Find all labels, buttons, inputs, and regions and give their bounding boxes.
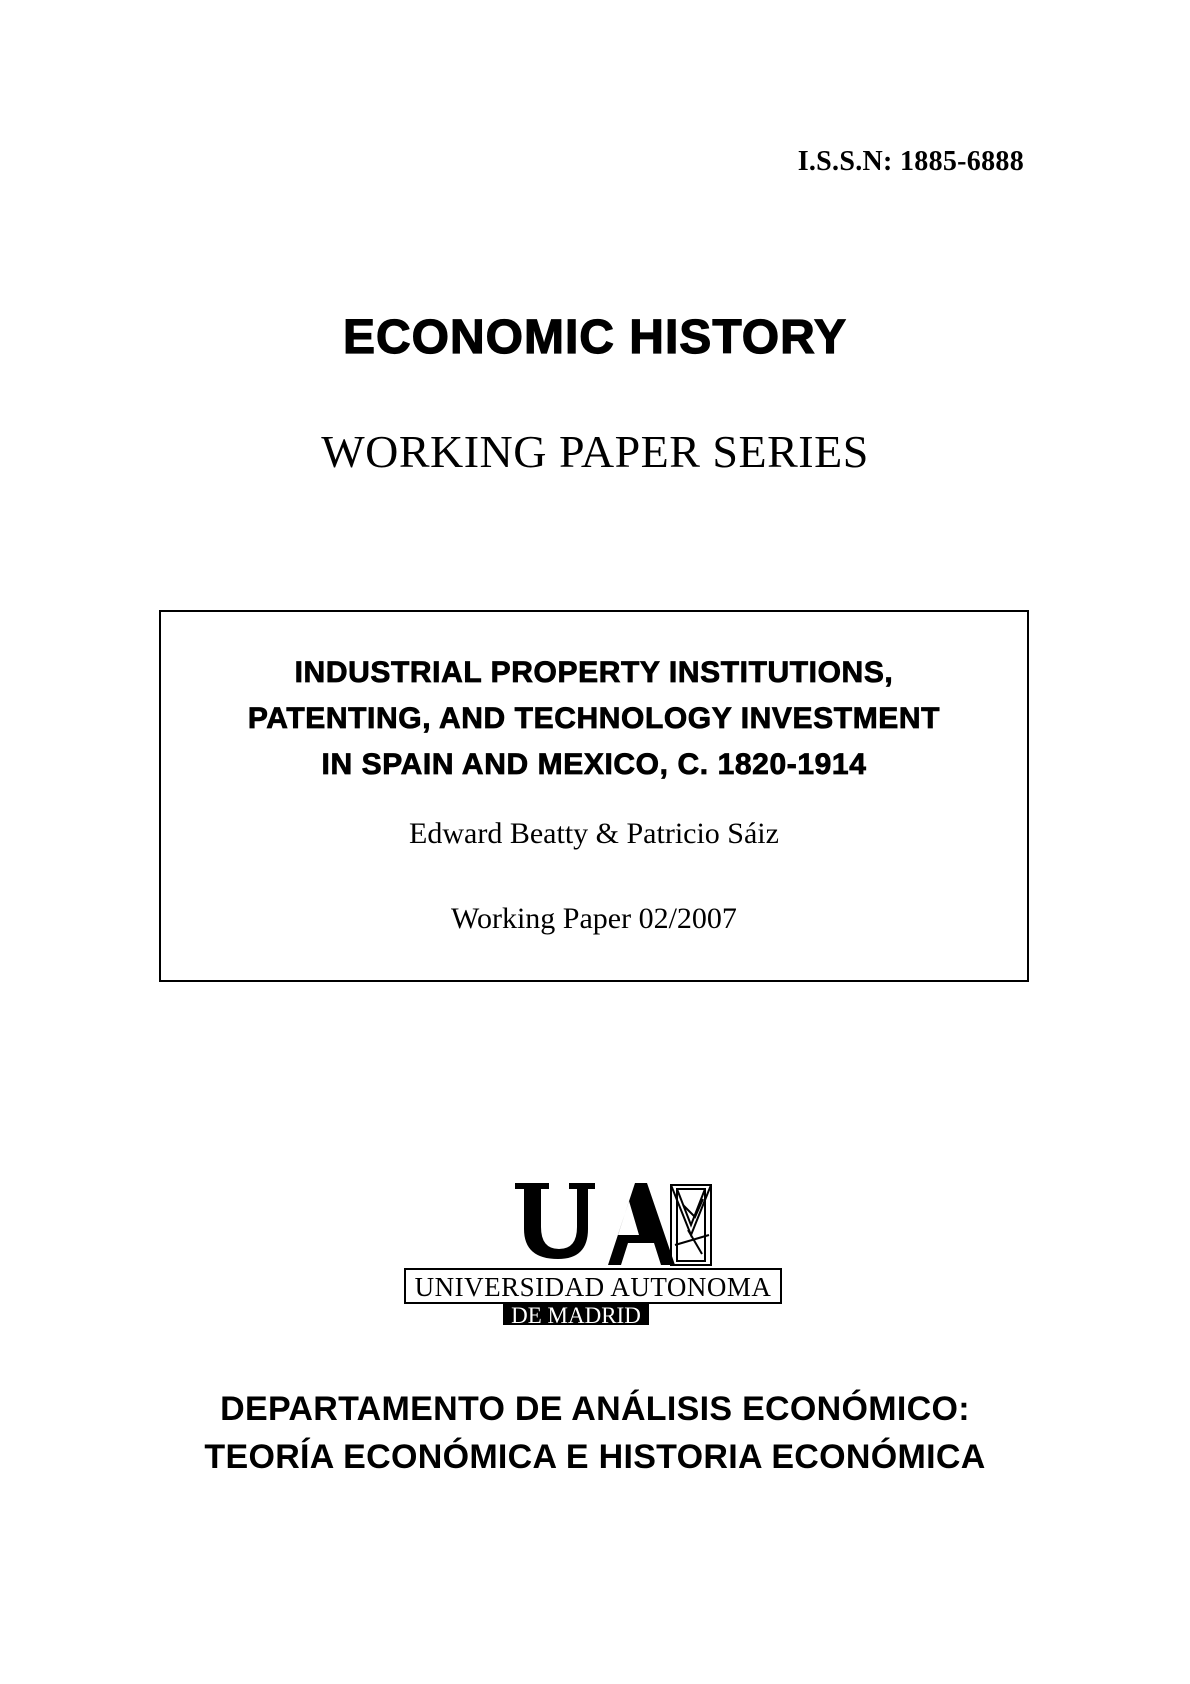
paper-title [161,650,1027,788]
working-paper-number: Working Paper 02/2007 [451,902,737,935]
department-name [0,1385,1190,1481]
department-line: DEPARTAMENTO DE ANÁLISIS ECONÓMICO: [220,1390,970,1428]
series-title: ECONOMIC HISTORY [342,311,848,364]
paper-title-line: IN SPAIN AND MEXICO, C. 1820-1914 [321,748,867,781]
paper-title-line: PATENTING, AND TECHNOLOGY INVESTMENT [247,702,941,735]
university-logo [403,1175,783,1325]
logo-monogram [515,1183,711,1265]
logo-name-line2: DE MADRID [511,1303,641,1325]
issn-number: I.S.S.N: 1885-6888 [797,146,1024,177]
logo-name-line1: UNIVERSIDAD AUTONOMA [414,1272,772,1302]
series-subtitle: WORKING PAPER SERIES [321,426,869,477]
department-line: TEORÍA ECONÓMICA E HISTORIA ECONÓMICA [204,1438,986,1476]
paper-title-line: INDUSTRIAL PROPERTY INSTITUTIONS, [294,656,894,689]
paper-info-box [159,610,1029,982]
paper-authors: Edward Beatty & Patricio Sáiz [409,817,779,850]
